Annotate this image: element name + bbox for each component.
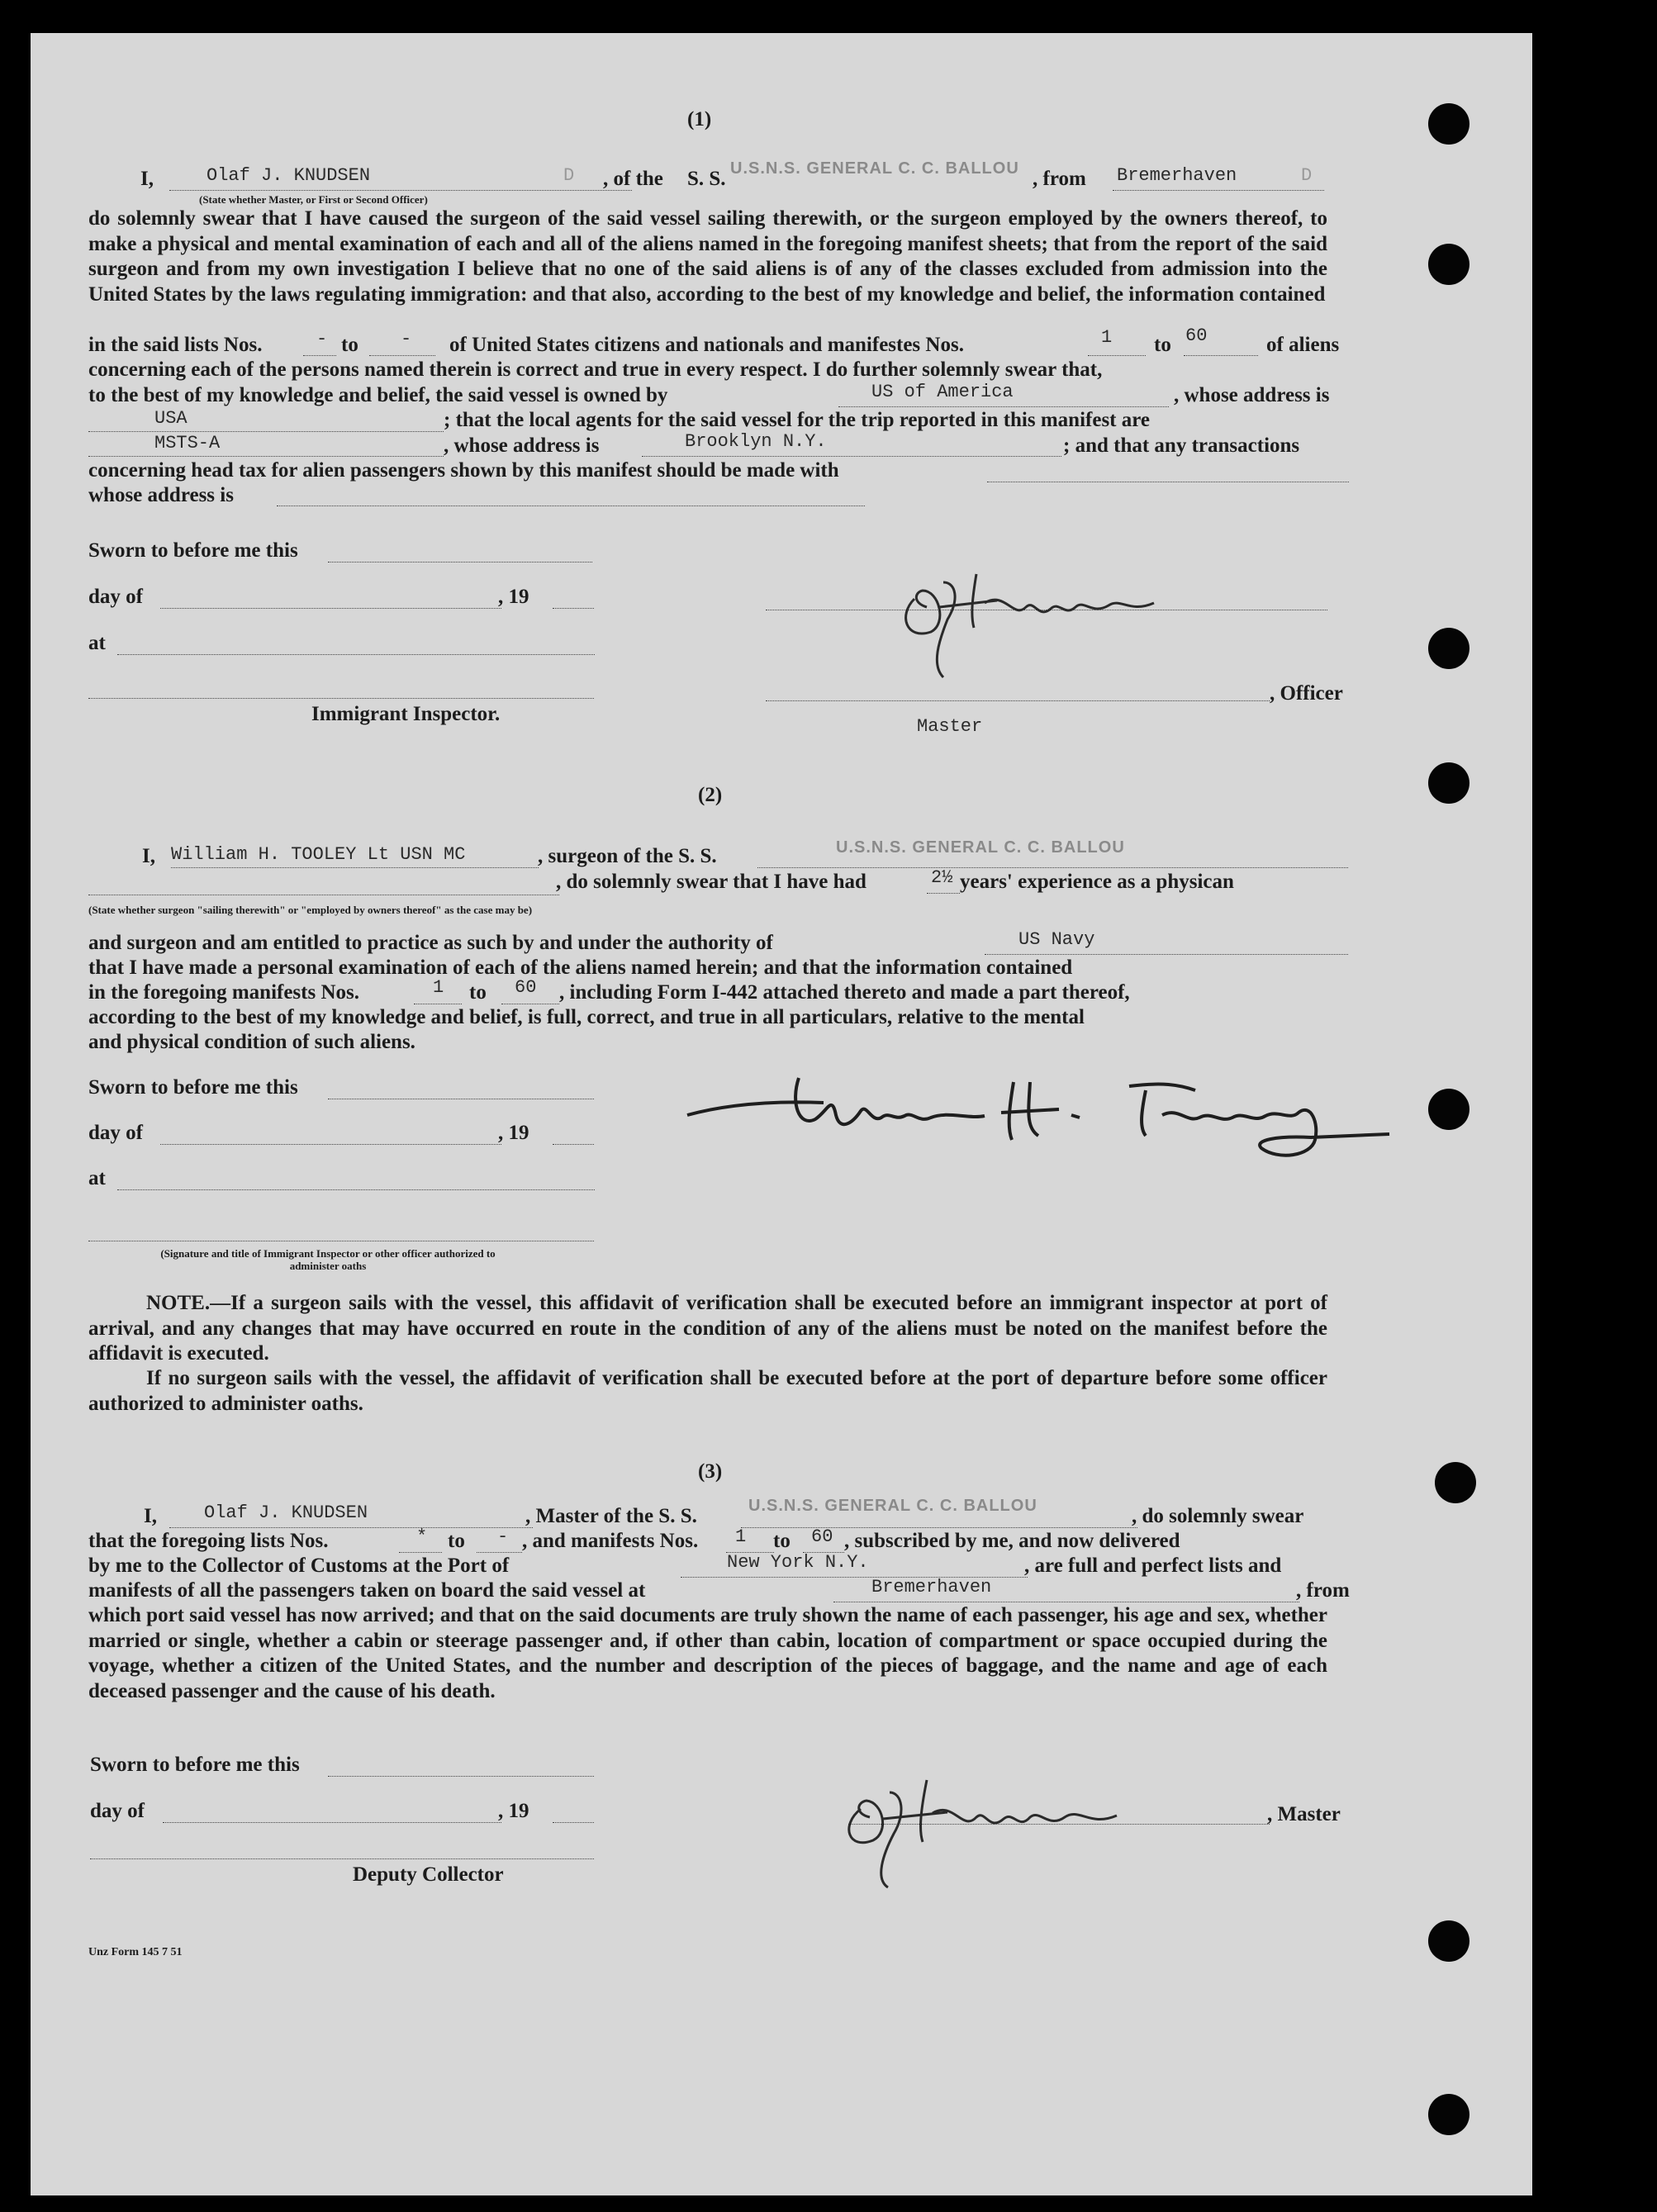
surgeon-name-line: [171, 867, 539, 868]
section-2-line2: that I have made a personal examination of each of the aliens named herein; and that the information contained: [88, 956, 1073, 979]
officer-line: [766, 700, 1270, 701]
surgeon-caption: (State whether surgeon "sailing therewith" or "employed by owners thereof" as the case may be): [88, 904, 533, 916]
master-name-3: Olaf J. KNUDSEN: [204, 1502, 368, 1523]
day-of-3: day of: [90, 1800, 145, 1822]
collector-post: , are full and perfect lists and: [1024, 1555, 1282, 1577]
owned-pre: to the best of my knowledge and belief, the said vessel is owned by: [88, 384, 668, 406]
port-3: New York N.Y.: [727, 1552, 869, 1573]
year-3: , 19: [498, 1800, 529, 1822]
whose-address-label: whose address is: [88, 484, 234, 506]
agents-address: Brooklyn N.Y.: [685, 431, 827, 452]
master-name-3-line: [169, 1527, 533, 1528]
manif-to-label: to: [469, 981, 487, 1004]
master-caption: (State whether Master, or First or Second Officer): [199, 193, 428, 206]
deputy-label: Deputy Collector: [353, 1863, 504, 1886]
day-of-2-line: [160, 1144, 501, 1145]
sworn-3-line: [328, 1776, 594, 1777]
lists-from-3: *: [416, 1526, 428, 1547]
year-2-line: [553, 1144, 594, 1145]
master-of-label: , Master of the S. S.: [525, 1505, 697, 1527]
ss-label: S. S.: [687, 168, 726, 190]
agents-address-line: [642, 456, 1061, 457]
master-typed: Master: [917, 716, 983, 737]
transactions-label: ; and that any transactions: [1063, 434, 1300, 457]
agents-address-label: , whose address is: [444, 434, 600, 457]
man-to: 60: [1185, 325, 1208, 346]
board-post: , from: [1296, 1579, 1350, 1602]
master-signature-3: [824, 1735, 1237, 1892]
master-name: Olaf J. KNUDSEN: [207, 165, 371, 186]
sworn-1: Sworn to before me this: [88, 539, 298, 562]
note2-text: If no surgeon sails with the vessel, the affidavit of verification shall be executed before at the port of departure before some officer authorized to administer oaths.: [88, 1367, 1327, 1415]
master-label-3: , Master: [1267, 1803, 1341, 1825]
binder-hole: [1435, 1462, 1476, 1503]
deputy-line: [90, 1858, 594, 1859]
manif-to-label-3: to: [773, 1530, 791, 1552]
practice-pre: and surgeon and am entitled to practice as such by and under the authority of: [88, 932, 773, 954]
manif-pre-3: , and manifests Nos.: [522, 1530, 699, 1552]
manifest-affidavit-page: [31, 33, 1532, 2195]
vessel-stamp-3: U.S.N.S. GENERAL C. C. BALLOU: [748, 1497, 1037, 1515]
sworn-3: Sworn to before me this: [90, 1754, 300, 1776]
swear-pre: , do solemnly swear that I have had: [556, 871, 866, 893]
owned-post: , whose address is: [1174, 384, 1330, 406]
i-label: I,: [140, 168, 154, 190]
section-2-number: (2): [698, 784, 723, 806]
inspector-1-line: [88, 698, 594, 699]
lists-to-3: -: [497, 1526, 509, 1547]
officer-label: , Officer: [1270, 682, 1343, 705]
i-label-3: I,: [144, 1505, 157, 1527]
manif-pre: in the foregoing manifests Nos.: [88, 981, 360, 1004]
binder-hole: [1428, 762, 1469, 804]
note-text: NOTE.—If a surgeon sails with the vessel, this affidavit of verification shall be executed before an immigrant inspector at port of arrival, and any changes that may have occurred en route in the condition of any of the aliens must be noted on the manifest before the affidavit is executed.: [88, 1292, 1327, 1365]
man-from-line: [1088, 355, 1146, 356]
i-label-2: I,: [142, 845, 155, 867]
board-port: Bremerhaven: [871, 1577, 992, 1597]
master-suffix: D: [563, 165, 575, 186]
section-2-line5: and physical condition of such aliens.: [88, 1031, 415, 1053]
manif-from: 1: [433, 977, 444, 998]
manif-to-3: 60: [811, 1526, 833, 1547]
owner-address-line: [88, 431, 444, 432]
swear-post: years' experience as a physican: [960, 871, 1234, 893]
section-3-body: which port said vessel has now arrived; and that on the said documents are truly shown the name of each passenger, his age and sex, whether married or single, whether a cabin or steerage passenger and, if other than cabin, location of compartment or space occupied during the voyage, whether a citizen of the United States, and the number and description of the pieces of baggage, and the name and age of each deceased passenger and the cause of his death.: [88, 1604, 1327, 1702]
day-of-3-line: [163, 1822, 501, 1823]
authority-line: [985, 954, 1348, 955]
years: 2½: [931, 867, 953, 888]
surgeon-name: William H. TOOLEY Lt USN MC: [171, 844, 466, 865]
year-3-line: [553, 1822, 594, 1823]
binder-hole: [1428, 244, 1469, 285]
agents-text: ; that the local agents for the said vessel for the trip reported in this manifest are: [444, 409, 1150, 431]
from-label: , from: [1033, 168, 1086, 190]
vessel-stamp: U.S.N.S. GENERAL C. C. BALLOU: [730, 159, 1019, 178]
master-name-line: [169, 190, 632, 191]
day-of-1-line: [160, 608, 501, 609]
sworn-2: Sworn to before me this: [88, 1076, 298, 1099]
port-from-line: [1113, 190, 1324, 191]
lists-pre: in the said lists Nos.: [88, 334, 263, 356]
man-to-line: [1184, 355, 1258, 356]
binder-hole: [1428, 1089, 1469, 1130]
manif-from-3: 1: [735, 1526, 747, 1547]
surgeon-vessel-line: [757, 867, 1348, 868]
agents-line: [88, 456, 444, 457]
agents: MSTS-A: [154, 433, 221, 453]
lists-to: -: [401, 329, 412, 349]
collector-pre: by me to the Collector of Customs at the Port of: [88, 1555, 510, 1577]
lists-to-3-line: [477, 1552, 522, 1553]
surgeon-signature: [683, 1045, 1410, 1169]
lists-to-label: to: [341, 334, 358, 356]
head-tax-label: concerning head tax for alien passengers shown by this manifest should be made with: [88, 459, 839, 482]
concerning-line: concerning each of the persons named therein is correct and true in every respect. I do further solemnly swear that,: [88, 358, 1103, 381]
manif-to: 60: [515, 977, 537, 998]
board-pre: manifests of all the passengers taken on board the said vessel at: [88, 1579, 646, 1602]
vessel-stamp-2: U.S.N.S. GENERAL C. C. BALLOU: [836, 838, 1125, 857]
lists-from-3-line: [399, 1552, 442, 1553]
lists-from-line: [303, 355, 336, 356]
owner-line: [838, 406, 1169, 407]
man-to-label: to: [1154, 334, 1171, 356]
binder-hole: [1428, 103, 1469, 145]
day-of-2: day of: [88, 1122, 143, 1144]
at-2-line: [117, 1189, 595, 1190]
surgeon-of-label: , surgeon of the S. S.: [538, 845, 717, 867]
section-3-number: (3): [698, 1460, 723, 1483]
binder-hole: [1428, 628, 1469, 669]
section-1-body: do solemnly swear that I have caused the surgeon of the said vessel sailing therewith, or the surgeon employed by the owners thereof, to make a physical and mental examination of each and all of the aliens named in the foregoing manifest sheets; that from the report of the said surgeon and from my own investigation I believe that no one of the said aliens is of any of the classes excluded from admission into the United States by the laws regulating immigration: and that also, according to the best of my knowledge and belief, the information contained: [88, 207, 1327, 306]
binder-hole: [1428, 2094, 1469, 2135]
year-1-line: [553, 608, 594, 609]
inspector-label: Immigrant Inspector.: [311, 703, 501, 725]
binder-hole: [1428, 1920, 1469, 1962]
lists-to-line: [369, 355, 435, 356]
owner: US of America: [871, 382, 1014, 402]
port-from: Bremerhaven: [1117, 165, 1237, 186]
port-suffix: D: [1301, 165, 1313, 186]
signature-caption: (Signature and title of Immigrant Inspector or other officer authorized to administer oaths: [160, 1247, 496, 1272]
at-1-line: [117, 654, 595, 655]
form-number: Unz Form 145 7 51: [88, 1946, 183, 1958]
authority: US Navy: [1018, 929, 1095, 950]
subscribed-label: , subscribed by me, and now delivered: [844, 1530, 1180, 1552]
years-line: [927, 893, 960, 894]
year-1: , 19: [498, 586, 529, 608]
master-signature-1: [881, 541, 1212, 690]
man-from: 1: [1101, 327, 1113, 348]
lists-post: of aliens: [1266, 334, 1340, 356]
vessel-3-line: [741, 1527, 1137, 1528]
day-of-1: day of: [88, 586, 143, 608]
manif-post: , including Form I-442 attached thereto and made a part thereof,: [559, 981, 1130, 1004]
lists-to-label-3: to: [448, 1530, 465, 1552]
at-2: at: [88, 1167, 106, 1189]
lists-from: -: [316, 329, 328, 349]
swear-3: , do solemnly swear: [1132, 1505, 1304, 1527]
lists-pre-3: that the foregoing lists Nos.: [88, 1530, 329, 1552]
at-1: at: [88, 632, 106, 654]
year-2: , 19: [498, 1122, 529, 1144]
section-2-line4: according to the best of my knowledge and belief, is full, correct, and true in all particulars, relative to the mental: [88, 1006, 1085, 1028]
section-1-number: (1): [687, 108, 712, 131]
owner-address: USA: [154, 408, 188, 429]
of-the-label: , of the: [603, 168, 663, 190]
lists-mid: of United States citizens and nationals and manifestes Nos.: [449, 334, 964, 356]
